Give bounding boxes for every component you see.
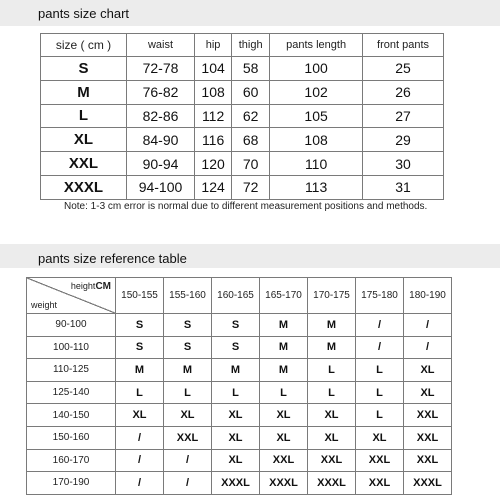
table-cell: 110 xyxy=(270,152,363,176)
size-cell: XL xyxy=(308,426,356,449)
height-range-header: 165-170 xyxy=(260,278,308,314)
size-cell: XXL xyxy=(356,449,404,472)
size-cell: / xyxy=(164,449,212,472)
size-cell: / xyxy=(164,472,212,495)
size-cell: XL xyxy=(116,404,164,427)
size-cell: L xyxy=(356,381,404,404)
size-cell: XL xyxy=(41,128,127,152)
table-cell: 102 xyxy=(270,80,363,104)
size-cell: S xyxy=(116,336,164,359)
unit-label: CM xyxy=(95,281,111,292)
size-cell: / xyxy=(116,449,164,472)
weight-range-cell: 90-100 xyxy=(27,314,116,337)
table-cell: 112 xyxy=(195,104,232,128)
table-cell: 90-94 xyxy=(126,152,194,176)
size-cell: / xyxy=(356,336,404,359)
size-cell: XL xyxy=(308,404,356,427)
table-cell: 25 xyxy=(363,57,444,81)
size-cell: M xyxy=(260,336,308,359)
table-row xyxy=(27,472,452,495)
size-cell: L xyxy=(116,381,164,404)
column-header: hip xyxy=(195,34,232,57)
size-cell: M xyxy=(308,336,356,359)
size-cell: S xyxy=(164,314,212,337)
table-row xyxy=(27,359,452,382)
table-header-row xyxy=(41,34,444,57)
height-range-header: 180-190 xyxy=(404,278,452,314)
size-cell: XXL xyxy=(308,449,356,472)
size-cell: L xyxy=(164,381,212,404)
size-cell: XL xyxy=(164,404,212,427)
size-cell: M xyxy=(260,314,308,337)
reference-table xyxy=(26,277,452,495)
table-cell: 84-90 xyxy=(126,128,194,152)
height-range-header: 175-180 xyxy=(356,278,404,314)
table-cell: 70 xyxy=(232,152,270,176)
table-row xyxy=(27,426,452,449)
height-range-header: 150-155 xyxy=(116,278,164,314)
table-cell: 27 xyxy=(363,104,444,128)
size-cell: XXL xyxy=(356,472,404,495)
height-range-header: 170-175 xyxy=(308,278,356,314)
table-cell: 60 xyxy=(232,80,270,104)
table-row xyxy=(41,57,444,81)
table-row xyxy=(41,128,444,152)
size-cell: XXXL xyxy=(404,472,452,495)
table-cell: 26 xyxy=(363,80,444,104)
size-chart-title: pants size chart xyxy=(38,6,130,21)
weight-range-cell: 150-160 xyxy=(27,426,116,449)
table-header-row xyxy=(27,278,452,314)
weight-range-cell: 140-150 xyxy=(27,404,116,427)
size-cell: S xyxy=(212,336,260,359)
weight-range-cell: 125-140 xyxy=(27,381,116,404)
size-cell: M xyxy=(164,359,212,382)
size-cell: XXL xyxy=(41,152,127,176)
table-cell: 105 xyxy=(270,104,363,128)
size-cell: XL xyxy=(212,426,260,449)
column-header: pants length xyxy=(270,34,363,57)
size-cell: XXXL xyxy=(41,175,127,199)
table-row xyxy=(27,381,452,404)
table-cell: 120 xyxy=(195,152,232,176)
size-cell: S xyxy=(116,314,164,337)
table-row xyxy=(41,80,444,104)
size-cell: L xyxy=(212,381,260,404)
weight-range-cell: 100-110 xyxy=(27,336,116,359)
table-cell: 104 xyxy=(195,57,232,81)
table-cell: 108 xyxy=(270,128,363,152)
table-row xyxy=(41,175,444,199)
size-cell: M xyxy=(308,314,356,337)
height-range-header: 155-160 xyxy=(164,278,212,314)
size-cell: M xyxy=(212,359,260,382)
table-row xyxy=(27,449,452,472)
size-cell: / xyxy=(116,472,164,495)
table-cell: 76-82 xyxy=(126,80,194,104)
size-cell: / xyxy=(404,314,452,337)
table-cell: 68 xyxy=(232,128,270,152)
weight-range-cell: 170-190 xyxy=(27,472,116,495)
size-cell: XL xyxy=(356,426,404,449)
size-cell: XL xyxy=(212,404,260,427)
size-cell: M xyxy=(41,80,127,104)
table-cell: 113 xyxy=(270,175,363,199)
table-cell: 30 xyxy=(363,152,444,176)
table-cell: 58 xyxy=(232,57,270,81)
table-row xyxy=(41,104,444,128)
size-cell: XXL xyxy=(404,404,452,427)
size-cell: L xyxy=(308,359,356,382)
height-range-header: 160-165 xyxy=(212,278,260,314)
weight-range-cell: 160-170 xyxy=(27,449,116,472)
size-cell: XXL xyxy=(404,426,452,449)
table-cell: 29 xyxy=(363,128,444,152)
table-row xyxy=(41,152,444,176)
weight-label: weight xyxy=(31,300,58,310)
table-cell: 72 xyxy=(232,175,270,199)
size-cell: XXXL xyxy=(308,472,356,495)
column-header: waist xyxy=(126,34,194,57)
size-cell: XL xyxy=(260,404,308,427)
table-row xyxy=(27,336,452,359)
reference-table-header xyxy=(0,244,500,268)
table-cell: 94-100 xyxy=(126,175,194,199)
size-cell: XXL xyxy=(260,449,308,472)
size-cell: L xyxy=(41,104,127,128)
size-cell: XXXL xyxy=(260,472,308,495)
size-cell: / xyxy=(116,426,164,449)
size-cell: L xyxy=(308,381,356,404)
size-cell: XL xyxy=(404,381,452,404)
table-row xyxy=(27,404,452,427)
size-chart-header xyxy=(0,0,500,26)
table-cell: 100 xyxy=(270,57,363,81)
size-cell: XXXL xyxy=(212,472,260,495)
reference-table-body xyxy=(27,314,452,495)
size-cell: XL xyxy=(260,426,308,449)
size-cell: M xyxy=(260,359,308,382)
diagonal-divider xyxy=(27,278,115,313)
table-cell: 124 xyxy=(195,175,232,199)
size-cell: XXL xyxy=(164,426,212,449)
corner-header-cell xyxy=(27,278,116,314)
size-cell: XL xyxy=(404,359,452,382)
height-label: heightCM xyxy=(70,281,111,292)
size-cell: L xyxy=(260,381,308,404)
size-chart-table xyxy=(40,33,444,200)
table-cell: 31 xyxy=(363,175,444,199)
size-cell: L xyxy=(356,359,404,382)
reference-table-title: pants size reference table xyxy=(38,251,187,266)
table-cell: 82-86 xyxy=(126,104,194,128)
size-cell: S xyxy=(164,336,212,359)
size-cell: L xyxy=(356,404,404,427)
column-header: thigh xyxy=(232,34,270,57)
table-cell: 72-78 xyxy=(126,57,194,81)
column-header: front pants xyxy=(363,34,444,57)
table-cell: 62 xyxy=(232,104,270,128)
table-cell: 108 xyxy=(195,80,232,104)
size-cell: S xyxy=(41,57,127,81)
size-cell: XXL xyxy=(404,449,452,472)
size-cell: / xyxy=(356,314,404,337)
column-header: size ( cm ) xyxy=(41,34,127,57)
measurement-note: Note: 1-3 cm error is normal due to different measurement positions and methods. xyxy=(64,201,428,212)
weight-range-cell: 110-125 xyxy=(27,359,116,382)
size-cell: S xyxy=(212,314,260,337)
table-row xyxy=(27,314,452,337)
size-cell: M xyxy=(116,359,164,382)
size-cell: / xyxy=(404,336,452,359)
table-cell: 116 xyxy=(195,128,232,152)
size-cell: XL xyxy=(212,449,260,472)
